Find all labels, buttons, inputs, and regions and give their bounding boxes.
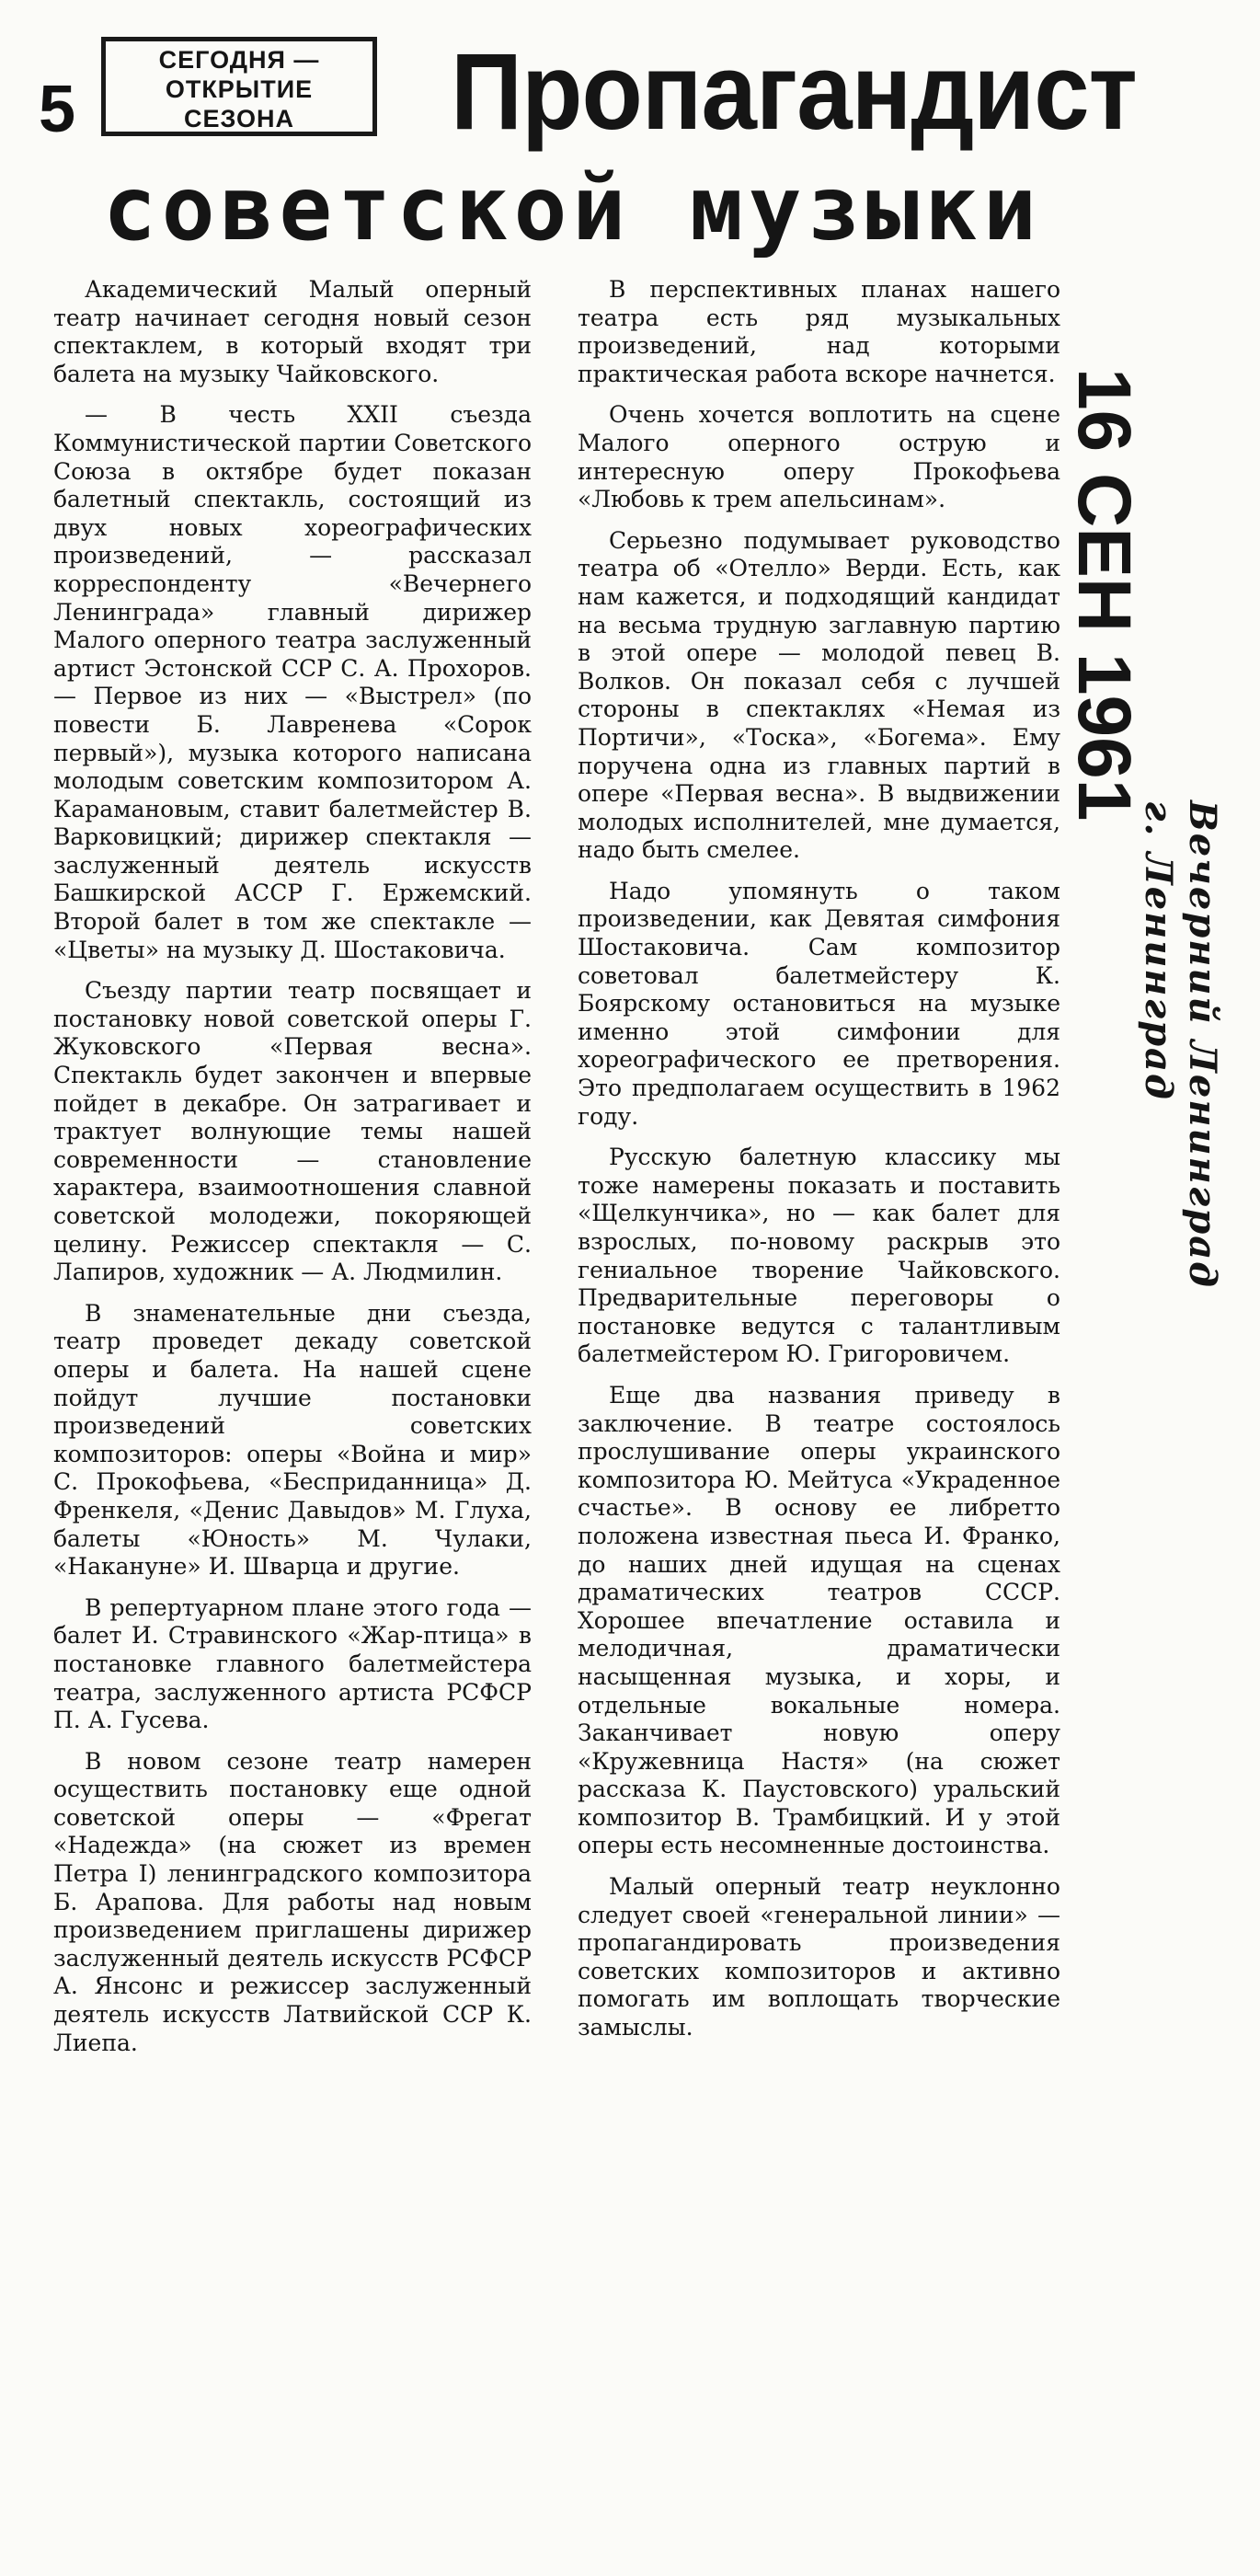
paragraph: Надо упомянуть о таком произведении, как Девятая симфония Шостаковича. Сам композитор советовал балетмейстеру К. Боярскому остановиться на музыке именно этой симфонии для хореографического ее претворения. Это предполагаем осуществить в 1962 году. <box>578 877 1060 1130</box>
article-column-right <box>578 276 1060 2055</box>
source-city: г. Ленинград <box>1137 800 1180 1101</box>
source-stamp <box>1122 800 1242 1500</box>
paragraph: Академический Малый оперный театр начинает сегодня новый сезон спектаклем, в который входят три балета на музыку Чайковского. <box>53 276 532 387</box>
paragraph: В новом сезоне театр намерен осуществить постановку еще одной советской оперы — «Фрегат «Надежда» (на сюжет из времен Петра I) ленинградского композитора Б. Арапова. Для работы над новым произведением приглашены дирижер заслуженный деятель искусств РСФСР А. Янсонс и режиссер заслуженный деятель искусств Латвийской ССР К. Лиепа. <box>53 1747 532 2056</box>
paragraph: Русскую балетную классику мы тоже намерены показать и поставить «Щелкунчика», но — как балет для взрослых, по-новому раскрыв это гениальное творение Чайковского. Предварительные переговоры о постановке ведутся с талантливым балетмейстером Ю. Григоровичем. <box>578 1144 1060 1368</box>
article-column-left <box>53 276 532 2070</box>
paragraph: В репертуарном плане этого года — балет И. Стравинского «Жар-птица» в постановке главного балетмейстера театра, заслуженного артиста РСФСР П. А. Гусева. <box>53 1593 532 1734</box>
paragraph: — В честь XXII съезда Коммунистической партии Советского Союза в октябре будет показан балетный спектакль, состоящий из двух новых хореографических произведений, — рассказал корреспонденту «Вечернего Ленинграда» главный дирижер Малого оперного театра заслуженный артист Эстонской ССР С. А. Прохоров. — Первое из них — «Выстрел» (по повести Б. Лавренева «Сорок первый»), музыка которого написана молодым советским композитором А. Карамановым, ставит балетмейстер В. Варковицкий; дирижер спектакля — заслуженный деятель искусств Башкирской АССР Г. Ержемский. Второй балет в том же спектакле — «Цветы» на музыку Д. Шостаковича. <box>53 401 532 963</box>
date-stamp <box>1058 368 1159 822</box>
paragraph: Серьезно подумывает руководство театра об «Отелло» Верди. Есть, как нам кажется, и подходящий кандидат на весьма трудную заглавную партию в этой опере — молодой певец В. Волков. Он показал себя с лучшей стороны в спектаклях «Немая из Портичи», «Тоска», «Богема». Ему поручена одна из главных партий в опере «Первая весна». В выдвижении молодых исполнителей, мне думается, надо быть смелее. <box>578 526 1060 864</box>
date-stamp-text: 16 СЕН 1961 <box>1062 368 1146 822</box>
kicker-line: СЕГОДНЯ — <box>158 46 320 74</box>
headline-line-1: Пропагандист <box>451 31 1137 153</box>
paragraph: Еще два названия приведу в заключение. В театре состоялось прослушивание оперы украинского композитора Ю. Мейтуса «Украденное счастье». В основу ее либретто положена известная пьеса И. Франко, до наших дней идущая на сценах драматических театров СССР. Хорошее впечатление оставила и мелодичная, драматически насыщенная музыка, и хоры, и отдельные вокальные номера. Заканчивает новую оперу «Кружевница Настя» (на сюжет рассказа К. Паустовского) уральский композитор В. Трамбицкий. И у этой оперы есть несомненные достоинства. <box>578 1381 1060 1859</box>
headline-line-2: советской музыки <box>103 157 1042 260</box>
source-newspaper-name: Вечерний Ленинград <box>1181 800 1224 1289</box>
kicker-line: СЕЗОНА <box>183 105 295 132</box>
paragraph: В перспективных планах нашего театра есть ряд музыкальных произведений, над которыми практическая работа вскоре начнется. <box>578 276 1060 387</box>
paragraph: Очень хочется воплотить на сцене Малого оперного острую и интересную оперу Прокофьева «Любовь к трем апельсинам». <box>578 401 1060 513</box>
paragraph: Съезду партии театр посвящает и постановку новой советской оперы Г. Жуковского «Первая весна». Спектакль будет закончен и впервые пойдет в декабре. Он затрагивает и трактует волнующие темы нашей современности — становление характера, взаимоотношения славной советской молодежи, покоряющей целину. Режиссер спектакля — С. Лапиров, художник — А. Людмилин. <box>53 977 532 1286</box>
paragraph: Малый оперный театр неуклонно следует своей «генеральной линии» — пропагандировать произведения советских композиторов и активно помогать им воплощать творческие замыслы. <box>578 1873 1060 2041</box>
page-number: 5 <box>39 73 76 146</box>
paragraph: В знаменательные дни съезда, театр проведет декаду советской оперы и балета. На нашей сцене пойдут лучшие постановки произведений советских композиторов: оперы «Война и мир» С. Прокофьева, «Бесприданница» Д. Френкеля, «Денис Давыдов» М. Глуха, балеты «Юность» М. Чулаки, «Накануне» И. Шварца и другие. <box>53 1299 532 1581</box>
kicker-box <box>101 37 377 136</box>
kicker-line: ОТКРЫТИЕ <box>165 75 314 103</box>
